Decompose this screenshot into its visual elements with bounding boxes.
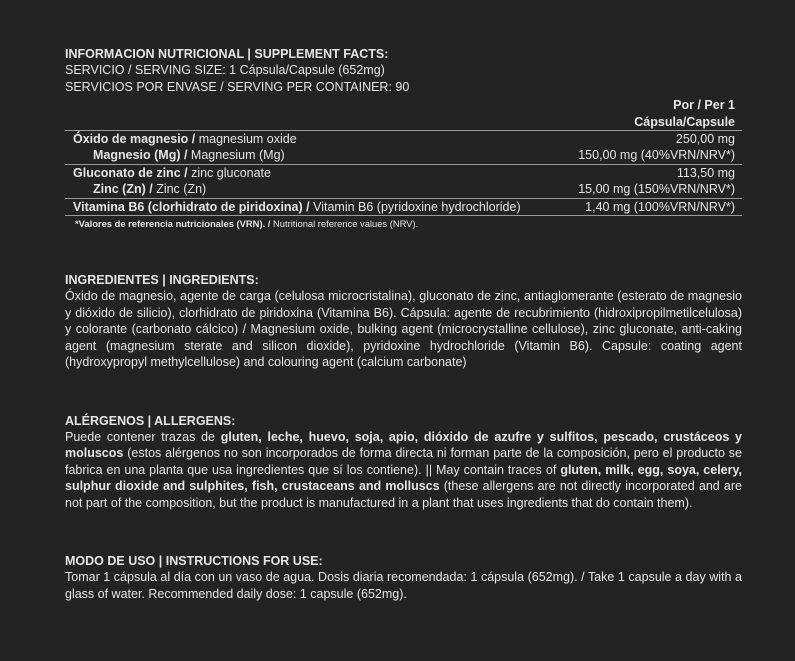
reference-note-rest: Nutritional reference values (NRV). <box>270 218 419 230</box>
nutrition-table <box>65 97 742 216</box>
column-header <box>550 97 742 130</box>
allergens-text-part: Puede contener trazas de <box>65 429 221 444</box>
row-label-rest: Zinc (Zn) <box>152 182 207 197</box>
table-row <box>65 181 742 198</box>
ingredients-text: Óxido de magnesio, agente de carga (celulosa microcristalina), gluconato de zinc, antiaglomerante (esterato de magnesio y dióxido de silicio), clorhidrato de piridoxina (Vitamina B6). Cápsula: agente de recubrimiento (hidroxipropilmetilcelulosa) y colorante (carbonato cálcico) / Magnesium oxide, bulking agent (microcrystalline cellulose), zinc gluconate, anti-caking agent (magnesium sterate and silicon dioxide), pyridoxine hydrochloride (Vitamin B6). Capsule: coating agent (hydroxypropyl methylcellulose) and colouring agent (calcium carbonate) <box>65 289 742 370</box>
reference-note <box>75 217 742 230</box>
table-row <box>65 131 742 148</box>
allergens-title: ALÉRGENOS | ALLERGENS: <box>65 413 236 428</box>
row-label <box>65 164 550 181</box>
row-label-rest: magnesium oxide <box>195 132 297 147</box>
serving-size: SERVICIO / SERVING SIZE: 1 Cápsula/Capsule (652mg) <box>65 63 385 78</box>
row-label <box>65 181 550 198</box>
row-label-rest: Vitamin B6 (pyridoxine hydrochloride) <box>309 199 521 214</box>
allergens-text <box>65 429 742 511</box>
row-value: 1,40 mg (100%VRN/NRV*) <box>550 198 742 215</box>
reference-note-bold: *Valores de referencia nutricionales (VRN). / <box>75 218 271 230</box>
row-label-bold: Gluconato de zinc / <box>73 165 188 180</box>
label-document <box>65 46 742 602</box>
row-label-bold: Vitamina B6 (clorhidrato de piridoxina) / <box>73 199 310 214</box>
row-label-bold: Zinc (Zn) / <box>93 182 153 197</box>
allergens-text-part: (these allergens are not directly incorporated and are not part of the composition, but the product is manufactured in a plant that uses ingredients that do contain them). <box>65 479 743 510</box>
row-value: 113,50 mg <box>676 165 735 180</box>
facts-title: INFORMACION NUTRICIONAL | SUPPLEMENT FACTS: <box>65 47 389 61</box>
row-label <box>65 198 550 215</box>
row-label-rest: Magnesium (Mg) <box>187 148 285 163</box>
servings-per-container: SERVICIOS POR ENVASE / SERVING PER CONTAINER: 90 <box>65 79 410 94</box>
usage-title: MODO DE USO | INSTRUCTIONS FOR USE: <box>65 553 323 568</box>
table-header-row <box>65 97 742 130</box>
row-label <box>65 131 550 148</box>
ingredients-title: INGREDIENTES | INGREDIENTS: <box>65 273 259 288</box>
column-header-line-1: Por / Per 1 <box>673 98 735 113</box>
row-label-rest: zinc gluconate <box>187 165 271 180</box>
row-label-bold: Óxido de magnesio / <box>73 132 196 147</box>
table-row <box>65 198 742 215</box>
row-label-bold: Magnesio (Mg) / <box>93 148 188 163</box>
allergens-text-part: (estos alérgenos no son incorporados de forma directa ni forman parte de la composición, pero el producto se fabrica en una planta que usa ingredientes que sí los contiene). || May contain traces of <box>65 446 742 477</box>
allergens-list-en: gluten, milk, egg, soya, celery, sulphur dioxide and sulphites, fish, crustaceans and molluscs <box>65 462 742 494</box>
row-label <box>65 147 550 164</box>
table-row <box>65 147 742 164</box>
row-value: 250,00 mg <box>550 131 742 148</box>
usage-text: Tomar 1 cápsula al día con un vaso de agua. Dosis diaria recomendada: 1 cápsula (652mg). / Take 1 capsule a day with a glass of water. Recommended daily dose: 1 capsule (652mg). <box>65 570 742 601</box>
column-header-line-2: Cápsula/Capsule <box>634 114 735 129</box>
table-row <box>65 164 742 181</box>
row-value: 15,00 mg (150%VRN/NRV*) <box>550 181 742 198</box>
allergens-list-es: gluten, leche, huevo, soja, apio, dióxido de azufre y sulfitos, pescado, crustáceos y moluscos <box>65 429 742 461</box>
row-value: 150,00 mg (40%VRN/NRV*) <box>550 147 742 164</box>
